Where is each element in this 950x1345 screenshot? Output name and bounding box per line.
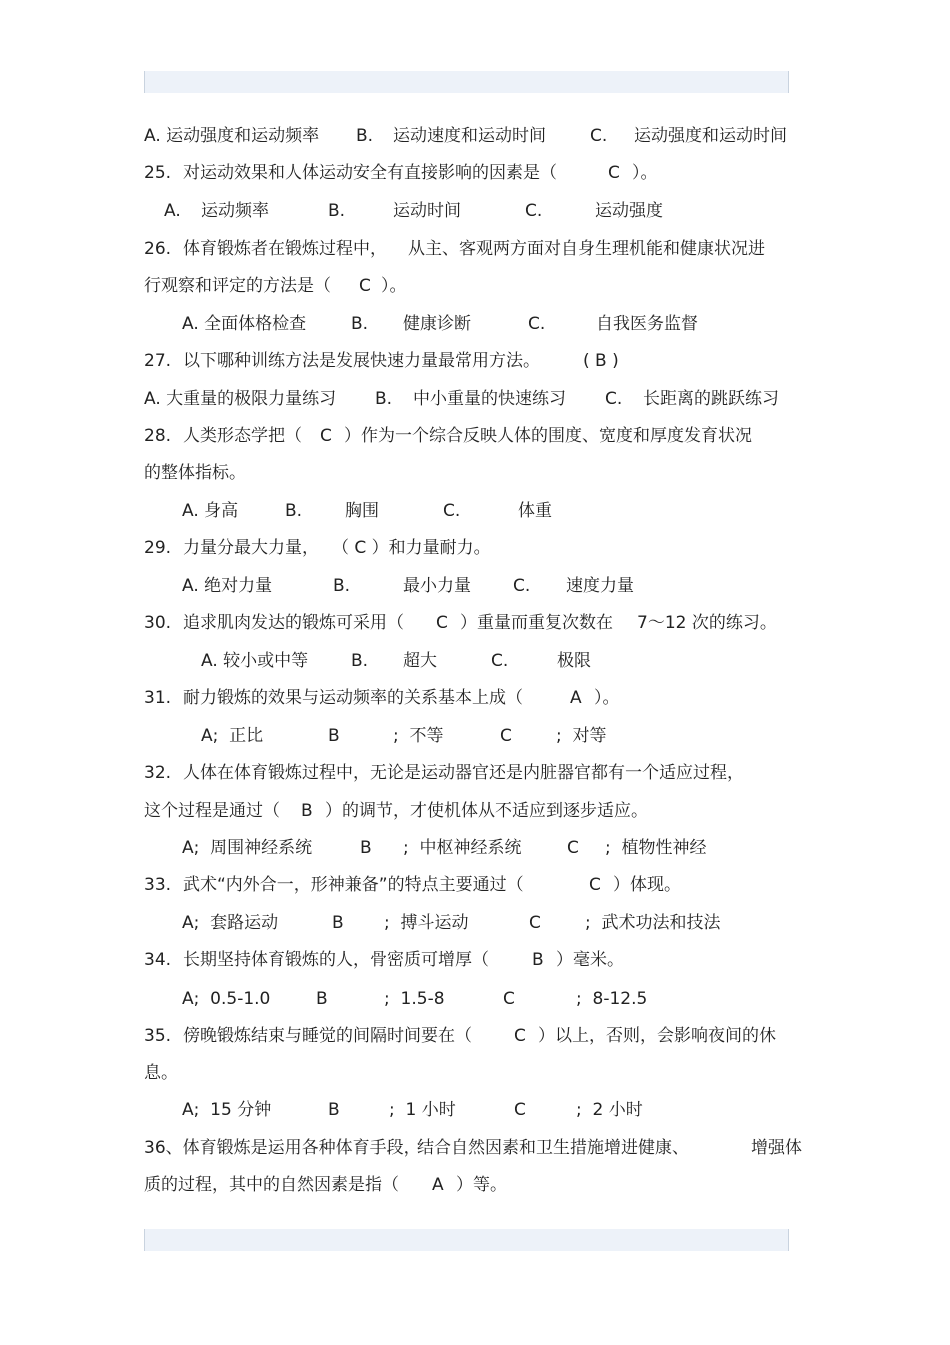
text-segment: 速度力量 (566, 576, 634, 596)
text-segment: 从主、客观两方面对自身生理机能和健康状况进 (408, 239, 765, 259)
text-segment: ）。 (381, 276, 407, 296)
text-segment: B. (333, 576, 351, 596)
text-segment: C (514, 1100, 526, 1120)
text-segment: 34. (144, 950, 172, 970)
text-segment: C. (590, 126, 608, 146)
text-segment: ）等。 (456, 1175, 507, 1195)
text-segment: B (532, 950, 544, 970)
text-segment: A (432, 1175, 444, 1195)
text-segment: 26. (144, 239, 172, 259)
text-segment: ）作为一个综合反映人体的围度、宽度和厚度发育状况 (344, 426, 752, 446)
text-segment: C (529, 913, 541, 933)
text-segment: 以下哪种训练方法是发展快速力量最常用方法。 (183, 351, 540, 371)
text-segment: 体重 (518, 501, 552, 521)
text-segment: 傍晚锻炼结束与睡觉的间隔时间要在（ (183, 1026, 472, 1046)
text-segment: 中小重量的快速练习 (413, 389, 566, 409)
text-segment: 自我医务监督 (596, 314, 698, 334)
text-segment: 27. (144, 351, 172, 371)
text-segment: ）毫米。 (556, 950, 624, 970)
text-segment: ; 搏斗运动 (384, 913, 469, 933)
footer-bar (144, 1229, 789, 1251)
text-segment: C (567, 838, 579, 858)
text-segment: B (301, 801, 313, 821)
text-segment: B (328, 726, 340, 746)
text-segment: ; 1 小时 (389, 1100, 456, 1120)
text-segment: A; 0.5-1.0 (182, 989, 271, 1009)
text-segment: ; 武术功法和技法 (585, 913, 721, 933)
text-segment: 人体在体育锻炼过程中，无论是运动器官还是内脏器官都有一个适应过程， (183, 763, 744, 783)
text-segment: B. (351, 314, 369, 334)
text-segment: ）重量而重复次数在 (460, 613, 613, 633)
text-segment: A. 绝对力量 (182, 576, 273, 596)
text-segment: ; 对等 (556, 726, 607, 746)
text-segment: B. (351, 651, 369, 671)
text-segment: 运动频率 (201, 201, 269, 221)
text-segment: C. (513, 576, 531, 596)
text-segment: A. 运动强度和运动频率 (144, 126, 320, 146)
text-segment: A. (164, 201, 181, 221)
text-segment: 结合自然因素和卫生措施增进健康、 (417, 1138, 689, 1158)
text-segment: A; 正比 (201, 726, 264, 746)
text-segment: ）。 (632, 163, 658, 183)
text-segment: C. (605, 389, 623, 409)
text-segment: C (320, 426, 332, 446)
text-segment: A. 全面体格检查 (182, 314, 307, 334)
text-segment: 36、体育锻炼是运用各种体育手段， (144, 1138, 421, 1158)
text-segment: 人类形态学把（ (183, 426, 302, 446)
text-segment: B (316, 989, 328, 1009)
text-segment: 这个过程是通过（ (144, 801, 280, 821)
text-segment: ; 2 小时 (576, 1100, 643, 1120)
text-segment: 增强体 (751, 1138, 802, 1158)
text-segment: 30. (144, 613, 172, 633)
text-segment: ; 1.5-8 (384, 989, 445, 1009)
text-segment: 行观察和评定的方法是（ (144, 276, 331, 296)
text-segment: 追求肌肉发达的锻炼可采用（ (183, 613, 404, 633)
text-segment: C. (443, 501, 461, 521)
text-segment: B (332, 913, 344, 933)
text-segment: C (514, 1026, 526, 1046)
text-segment: A. 较小或中等 (201, 651, 309, 671)
text-segment: C. (491, 651, 509, 671)
text-segment: 运动强度和运动时间 (634, 126, 787, 146)
text-segment: ）的调节，才使机体从不适应到逐步适应。 (325, 801, 648, 821)
text-segment: （ C ）和力量耐力。 (332, 538, 491, 558)
text-segment: B. (356, 126, 374, 146)
text-segment: 体育锻炼者在锻炼过程中， (183, 239, 387, 259)
text-segment: ; 不等 (393, 726, 444, 746)
text-segment: 长距离的跳跃练习 (643, 389, 779, 409)
text-segment: C. (528, 314, 546, 334)
text-segment: B. (285, 501, 303, 521)
text-segment: ; 8-12.5 (576, 989, 648, 1009)
text-segment: 7～12 次的练习。 (637, 613, 777, 633)
text-segment: 运动速度和运动时间 (393, 126, 546, 146)
text-segment: C (503, 989, 515, 1009)
text-segment: C (500, 726, 512, 746)
text-segment: B. (375, 389, 393, 409)
text-segment: 25. (144, 163, 172, 183)
text-segment: ）。 (594, 688, 620, 708)
text-segment: 质的过程，其中的自然因素是指（ (144, 1175, 399, 1195)
text-segment: A. 身高 (182, 501, 239, 521)
text-segment: ）以上，否则，会影响夜间的休 (538, 1026, 776, 1046)
text-segment: 运动强度 (595, 201, 663, 221)
text-segment: C (359, 276, 371, 296)
text-segment: 最小力量 (403, 576, 471, 596)
text-segment: 健康诊断 (403, 314, 471, 334)
text-segment: 运动时间 (393, 201, 461, 221)
text-segment: 超大 (403, 651, 437, 671)
text-segment: B (328, 1100, 340, 1120)
text-segment: C. (525, 201, 543, 221)
text-segment: 29. (144, 538, 172, 558)
text-segment: 耐力锻炼的效果与运动频率的关系基本上成（ (183, 688, 523, 708)
text-segment: B (360, 838, 372, 858)
text-segment: 35. (144, 1026, 172, 1046)
text-segment: B. (328, 201, 346, 221)
text-segment: 对运动效果和人体运动安全有直接影响的因素是（ (183, 163, 557, 183)
text-segment: A; 15 分钟 (182, 1100, 272, 1120)
text-segment: 胸围 (345, 501, 379, 521)
text-segment: ）体现。 (613, 875, 681, 895)
text-segment: 息。 (144, 1063, 178, 1083)
text-segment: 长期坚持体育锻炼的人，骨密质可增厚（ (183, 950, 489, 970)
text-segment: A; 套路运动 (182, 913, 279, 933)
text-segment: A; 周围神经系统 (182, 838, 313, 858)
text-segment: 31. (144, 688, 172, 708)
text-segment: 极限 (557, 651, 591, 671)
text-segment: C (589, 875, 601, 895)
text-segment: ; 中枢神经系统 (403, 838, 522, 858)
text-segment: A. 大重量的极限力量练习 (144, 389, 337, 409)
text-segment: 武术“内外合一，形神兼备”的特点主要通过（ (183, 875, 524, 895)
text-segment: 32. (144, 763, 172, 783)
text-segment: A (570, 688, 582, 708)
text-segment: 33. (144, 875, 172, 895)
text-segment: 28. (144, 426, 172, 446)
text-segment: ; 植物性神经 (605, 838, 707, 858)
text-segment: 的整体指标。 (144, 463, 246, 483)
text-segment: ( B ) (583, 351, 619, 371)
text-segment: 力量分最大力量， (183, 538, 319, 558)
text-segment: C (608, 163, 620, 183)
header-bar (144, 71, 789, 93)
text-segment: C (436, 613, 448, 633)
